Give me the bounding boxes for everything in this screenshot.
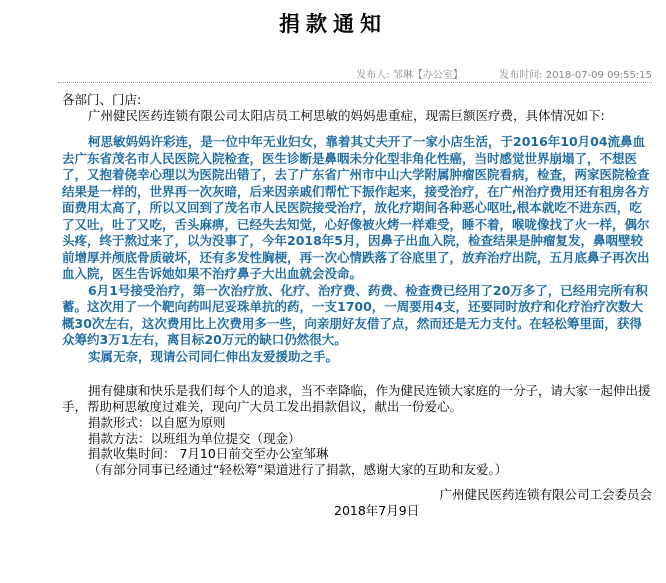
signature: 广州健民医药连锁有限公司工会委员会 [439,487,652,502]
story-paragraph-1: 柯思敏妈妈许彩连，是一位中年无业妇女，靠着其丈夫开了一家小店生活，于2016年10月04流鼻血去广东省茂名市人民医院入院检查，医生诊断是鼻咽未分化型非角化性癌，当时感觉世界崩塌了，不想医了，又抱着侥幸心理以为医院出错了，去了广东省广州市中山大学附属肿瘤医院看病，检查，两家医院检查结果是一样的，世界再一次灰暗，后来因亲戚们帮忙下振作起来，接受治疗，在广州治疗费用还有租房各方面费用太高了，所以又回到了茂名市人民医院接受治疗，放化疗期间各种恶心呕吐,根本就吃不进东西，吃了又吐，吐了又吃，舌头麻痹，已经失去知觉，心好像被火烤一样难受，睡不着，喉咙像找了火一样，偶尔头疼，终于熬过来了，以为没事了，今年2018年5月，因鼻子出血入院，检查结果是肿瘤复发，鼻咽壁较前增厚并颅底骨质破坏，还有多发性胸梗，再一次心情跌落了谷底里了，放弃治疗出院，五月底鼻子再次出血入院，医生告诉她如果不治疗鼻子大出血就会没命。 [62,134,650,281]
donation-note-line: （有部分同事已经通过“轻松筹”渠道进行了捐款，感谢大家的互助和友爱。） [88,461,508,477]
intro-paragraph: 广州健民医药连锁有限公司太阳店员工柯思敏的妈妈患重症，现需巨额医疗费，具体情况如下: [88,108,605,123]
donation-form-line: 捐款形式：以自愿为原则 [88,415,226,430]
notice-meta [356,66,652,81]
publisher-label: 发布人: [356,70,390,81]
donation-time-line: 捐款收集时间： 7月10日前交至办公室邹琳 [88,446,329,461]
story-paragraph-2: 6月1号接受治疗，第一次治疗放、化疗、治疗费、药费、检查费已经用了20万多了，已经用完所有积蓄。这次用了一个靶向药叫尼妥珠单抗的药，一支1700，一周要用4支，还要同时放疗和化疗治疗次数大概30次左右，这次费用比上次费用多一些，向亲朋好友借了点，然而还是无力支付。在轻松筹里面，获得众筹约3万1左右，离目标20万元的缺口仍然很大。 [62,282,648,347]
notice-body [62,92,652,519]
publish-time-value: 2018-07-09 09:55:15 [545,70,652,81]
donation-method-line: 捐款方法：以班组为单位提交（现金） [88,430,301,446]
story-paragraph-3: 实属无奈，现请公司同仁伸出友爱援助之手。 [88,348,339,364]
notice-date: 2018年7月9日 [334,503,420,518]
publisher-value: 邹琳【办公室】 [392,70,463,81]
appeal-paragraph: 拥有健康和快乐是我们每个人的追求，当不幸降临，作为健民连锁大家庭的一分子，请大家一起伸出援手，帮助柯思敏度过难关，现向广大员工发出捐款倡议，献出一份爱心。 [62,383,651,414]
header-divider [58,82,652,83]
notice-title: 捐款通知 [279,12,387,36]
greeting: 各部门、门店: [62,92,142,107]
publish-time-label: 发布时间: [499,70,543,81]
